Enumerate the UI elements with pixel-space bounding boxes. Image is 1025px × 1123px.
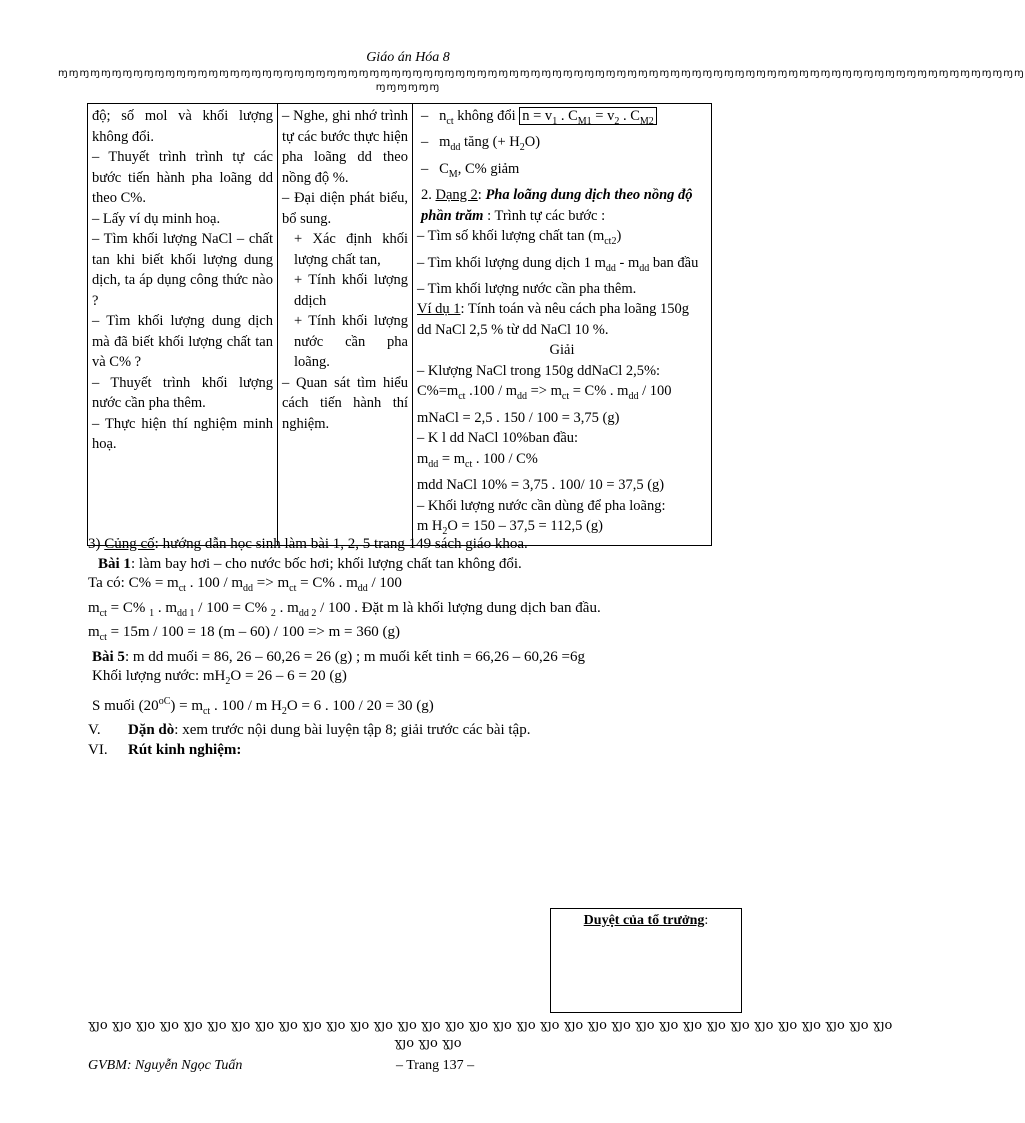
content-line: – $m_{dd}$ tăng (+ $H_2O$): [421, 134, 541, 154]
content-line: Ví dụ 1: Tính toán và nêu cách pha loãng 150g dd NaCl 2,5 % từ dd NaCl 10 %.: [417, 301, 689, 338]
body-line: 3) Củng cố: hướng dẫn học sinh làm bài 1, 2, 5 trang 149 sách giáo khoa.: [88, 536, 528, 552]
content-line: – K l dd NaCl 10%ban đầu:: [417, 430, 579, 447]
col1-para: – Tìm khối lượng NaCl – chất tan khi biết khối lượng dung dịch, ta áp dụng công thức nào ?: [92, 231, 273, 309]
content-line: – Tìm khối lượng dung dịch 1 $m_{dd} - m_{dd}$ ban đầu: [417, 254, 699, 274]
body-line: Ta có: $C\% = m_{ct}$ . $100 / m_{dd} => m_{ct} = C\%$ . $m_{dd} / 100$: [88, 575, 402, 594]
col1-para: – Thuyết trình khối lượng nước cần pha thêm.: [92, 374, 273, 411]
content-line: – Tìm khối lượng nước cần pha thêm.: [417, 280, 637, 297]
content-column: [413, 104, 712, 546]
body-line: S muối $(20^{oC}) = m_{ct}$ . 100 / m $H_2O = 6$ . 100 / 20 = 30 (g): [92, 695, 434, 717]
footer-ornament-line: ɣȷo ɣȷo ɣȷo ɣȷo ɣȷo ɣȷo ɣȷo ɣȷo ɣȷo ɣȷo ɣȷo ɣȷo ɣȷo ɣȷo ɣȷo ɣȷo ɣȷo ɣȷo ɣȷo ɣȷo ɣȷo ɣȷo ɣȷo ɣȷo ɣȷo ɣȷo ɣȷo ɣȷo ɣȷo ɣȷo ɣȷo ɣȷo ɣȷo ɣȷo: [88, 1018, 893, 1033]
content-line: $m_{dd} = m_{ct}$ . 100 / C%: [417, 450, 538, 470]
col1-para: – Lấy ví dụ minh hoạ.: [92, 210, 221, 227]
col1-para: độ; số mol và khối lượng không đổi.: [92, 108, 273, 145]
content-line: $C\%=m_{ct}$ $.100 / m_{dd} => m_{ct} = C\%$ . $m_{dd} / 100$: [417, 383, 672, 403]
page-footer: [88, 1058, 475, 1074]
teacher-activity-column: [88, 104, 278, 546]
approval-box: Duyệt của tổ trưởng:: [550, 908, 742, 1013]
teacher-name: GVBM: Nguyễn Ngọc Tuấn: [88, 1058, 243, 1073]
col1-para: – Tìm khối lượng dung dịch mà đã biết khối lượng chất tan và C% ?: [92, 313, 273, 370]
content-line: – $n_{ct}$ không đổi $n = v_1$ . $C_{M1} = v_2$ . $C_{M2}$: [417, 106, 707, 132]
body-line: Bài 1: làm bay hơi – cho nước bốc hơi; khối lượng chất tan không đổi.: [98, 555, 522, 572]
dilution-formula-box: $n = v_1$ . $C_{M1} = v_2$ . $C_{M2}$: [519, 107, 657, 125]
col2-para: – Quan sát tìm hiểu cách tiến hành thí nghiệm.: [282, 374, 408, 432]
body-line: VI. Rút kinh nghiệm:: [88, 741, 242, 758]
body-line: $m_{ct} = 15m / 100 = 18$ (m – 60) / 100 => m = 360 (g): [88, 624, 401, 643]
page-header-title: Giáo án Hóa 8: [366, 50, 450, 65]
review-section: [88, 535, 728, 760]
body-line: $m_{ct} = C\%$ $_1$ . $m_{dd 1} / 100 = C\%$ $_2$ . $m_{dd 2} / 100$ . Đặt m là khối lượng dung dịch ban đầu.: [88, 599, 601, 619]
content-line: – Klượng NaCl trong 150g ddNaCl 2,5%:: [417, 362, 661, 379]
col1-para: – Thực hiện thí nghiệm minh hoạ.: [92, 415, 273, 452]
content-line: Giải: [549, 342, 575, 359]
content-line: m $H_2O = 150 - 37,5 = 112,5$ (g): [417, 518, 603, 538]
approval-label: Duyệt của tổ trưởng: [583, 913, 705, 928]
col2-para: + Tính khối lượng ddịch: [294, 272, 408, 309]
body-line: Khối lượng nước: $mH_2O = 26 - 6 = 20$ (g): [92, 668, 347, 687]
body-line: V. Dặn dò: xem trước nội dung bài luyện tập 8; giải trước các bài tập.: [88, 722, 531, 738]
content-line: mdd NaCl 10% = 3,75 . 100/ 10 = 37,5 (g): [417, 477, 665, 494]
page-number: – Trang 137 –: [396, 1058, 475, 1073]
col2-para: – Nghe, ghi nhớ trình tự các bước thực hiện pha loãng dd theo nồng độ %.: [282, 108, 408, 186]
body-line: Bài 5: m dd muối = 86, 26 – 60,26 = 26 (g) ; m muối kết tinh = 66,26 – 60,26 =6g: [92, 648, 586, 665]
content-line: mNaCl = 2,5 . 150 / 100 = 3,75 (g): [417, 409, 620, 426]
student-activity-column: [278, 104, 413, 546]
col2-para: + Tính khối lượng nước cần pha loãng.: [294, 313, 408, 370]
header-ornament-line-2: ɱɱɱɱɱɱ: [375, 82, 441, 93]
col2-para: – Đại diện phát biểu, bổ sung.: [282, 190, 408, 227]
content-line: – $C_M$, C% giảm: [421, 160, 520, 180]
col2-para: + Xác định khối lượng chất tan,: [294, 231, 408, 268]
col1-para: – Thuyết trình trình tự các bước tiến hành pha loãng dd theo C%.: [92, 149, 273, 206]
footer-ornament-line-2: ɣȷo ɣȷo ɣȷo: [394, 1036, 462, 1051]
content-line: – Khối lượng nước cần dùng để pha loãng:: [417, 497, 666, 514]
header-ornament-line: ɱɱɱɱɱɱɱɱɱɱɱɱɱɱɱɱɱɱɱɱɱɱɱɱɱɱɱɱɱɱɱɱɱɱɱɱɱɱɱɱɱɱɱɱɱɱɱɱɱɱɱɱɱɱɱɱɱɱɱɱɱɱɱɱɱɱɱɱɱɱɱɱɱɱɱɱɱɱɱɱɱɱɱɱɱɱɱɱɱɱ: [58, 68, 1025, 79]
content-line: 2. Dạng 2: Pha loãng dung dịch theo nồng độ phần trăm : Trình tự các bước :: [421, 187, 693, 224]
lesson-table: [87, 103, 712, 546]
content-line: – Tìm số khối lượng chất $\tan (m_{ct2})$: [417, 228, 622, 248]
